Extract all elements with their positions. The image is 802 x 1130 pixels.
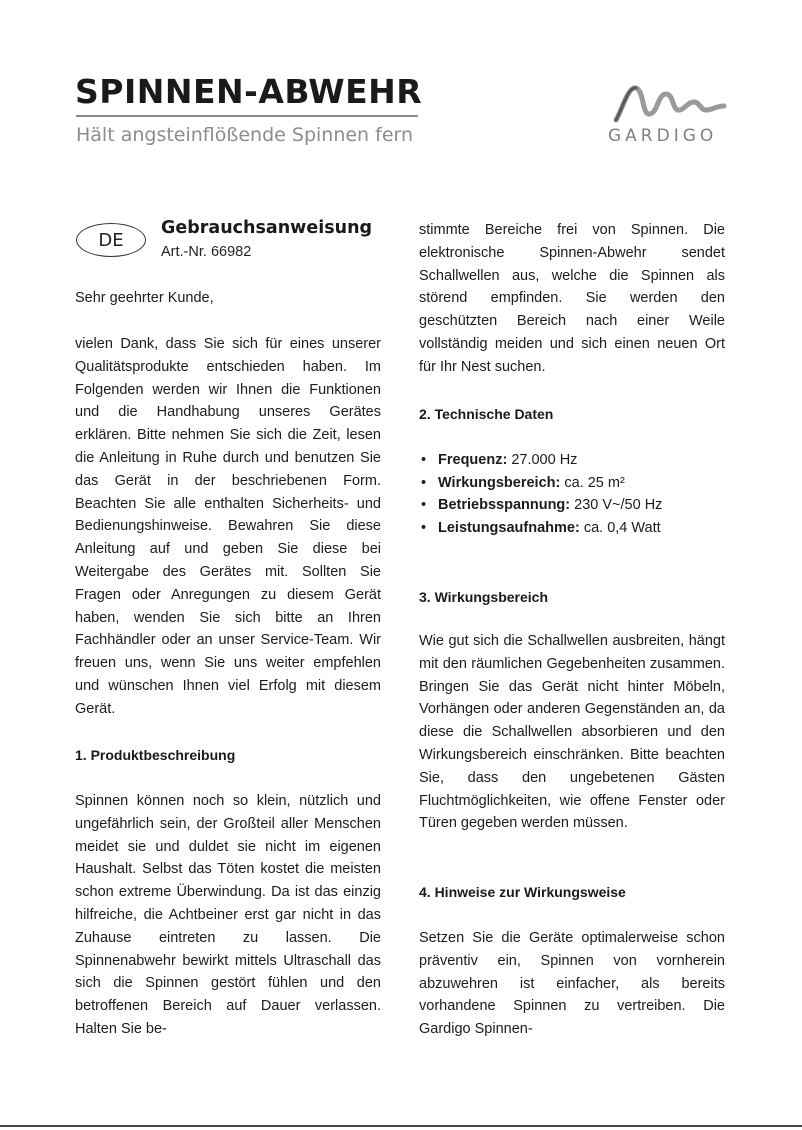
spec-item: • Frequenz: 27.000 Hz	[419, 449, 662, 472]
article-number: Art.-Nr. 66982	[161, 244, 252, 260]
section-heading-wirkungsbereich: 3. Wirkungsbereich	[419, 589, 549, 605]
section-heading-hinweise: 4. Hinweise zur Wirkungsweise	[419, 884, 626, 900]
page-title: SPINNEN-ABWEHR	[75, 72, 423, 111]
section-heading-technische-daten: 2. Technische Daten	[419, 406, 554, 422]
wave-logo-icon	[612, 80, 730, 124]
title-divider	[76, 115, 418, 117]
produktbeschreibung-paragraph-continued: stimmte Bereiche frei von Spinnen. Die elektronische Spinnen-Abwehr sendet Schallwellen aus, welche die Spinnen als störend empfinden. Sie werden den geschützten Bereich nach einer Weile vollständig meiden und sich einen neuen Ort für Ihr Nest suchen.	[419, 222, 725, 375]
wirkungsbereich-paragraph: Wie gut sich die Schallwellen ausbreiten, hängt mit den räumlichen Gegebenheiten zusammen. Bringen Sie das Gerät nicht hinter Möbeln, Vorhängen oder anderen Gegenständen an, da diese die Schallwellen absorbieren und den Wirkungsbereich einschränken. Bitte beachten Sie, dass den ungebetenen Gästen Fluchtmöglichkeiten, wie offene Fenster oder Türen gegeben werden müssen.	[419, 633, 725, 832]
gardigo-logo	[604, 80, 728, 150]
hinweise-paragraph: Setzen Sie die Geräte optimalerweise schon präventiv ein, Spinnen von vornherein abzuwehren ist einfacher, als bereits vorhandene Spinnen zu vertreiben. Die Gardigo Spinnen-	[419, 930, 725, 1038]
logo-text: GARDIGO	[608, 126, 718, 146]
page-bottom-border	[0, 1125, 802, 1127]
section-heading-produktbeschreibung: 1. Produktbeschreibung	[75, 747, 236, 763]
intro-paragraph: vielen Dank, dass Sie sich für eines unserer Qualitätsprodukte entschieden haben. Im Folgenden werden wir Ihnen die Funktionen und die Handhabung unseres Gerätes erklären. Bitte nehmen Sie sich die Zeit, lesen die Anleitung in Ruhe durch und benutzen Sie das Gerät in der beschriebenen Form. Beachten Sie alle enthalten Sicherheits- und Bedienungshinweise. Bewahren Sie diese Anleitung auf und geben Sie diese bei Weitergabe des Gerätes mit. Sollten Sie Fragen oder Anregungen zu diesem Gerät haben, wenden Sie sich bitte an Ihren Fachhändler oder an unser Service-Team. Wir freuen uns, wenn Sie uns weiter empfehlen und wünschen Ihnen viel Erfolg mit diesem Gerät.	[75, 336, 381, 717]
page-subtitle: Hält angsteinflößende Spinnen fern	[76, 124, 414, 146]
spec-list	[419, 449, 662, 539]
spec-item: • Betriebsspannung: 230 V~/50 Hz	[419, 494, 662, 517]
spec-item: • Wirkungsbereich: ca. 25 m²	[419, 472, 662, 495]
produktbeschreibung-paragraph: Spinnen können noch so klein, nützlich und ungefährlich sein, der Großteil aller Menschen meidet sie und duldet sie nicht im eigenen Haushalt. Selbst das Töten kostet die meisten schon extreme Überwindung. Da ist das einzig hilfreiche, die Achtbeiner erst gar nicht in das Zuhause eintreten zu lassen. Die Spinnenabwehr bewirkt mittels Ultraschall das sich die Spinnen gestört fühlen und den betroffenen Bereich auf Dauer verlassen. Halten Sie be-	[75, 793, 381, 1037]
language-badge: DE	[76, 223, 146, 257]
greeting: Sehr geehrter Kunde,	[75, 290, 214, 306]
document-title: Gebrauchsanweisung	[161, 218, 373, 238]
spec-item: • Leistungsaufnahme: ca. 0,4 Watt	[419, 517, 662, 540]
